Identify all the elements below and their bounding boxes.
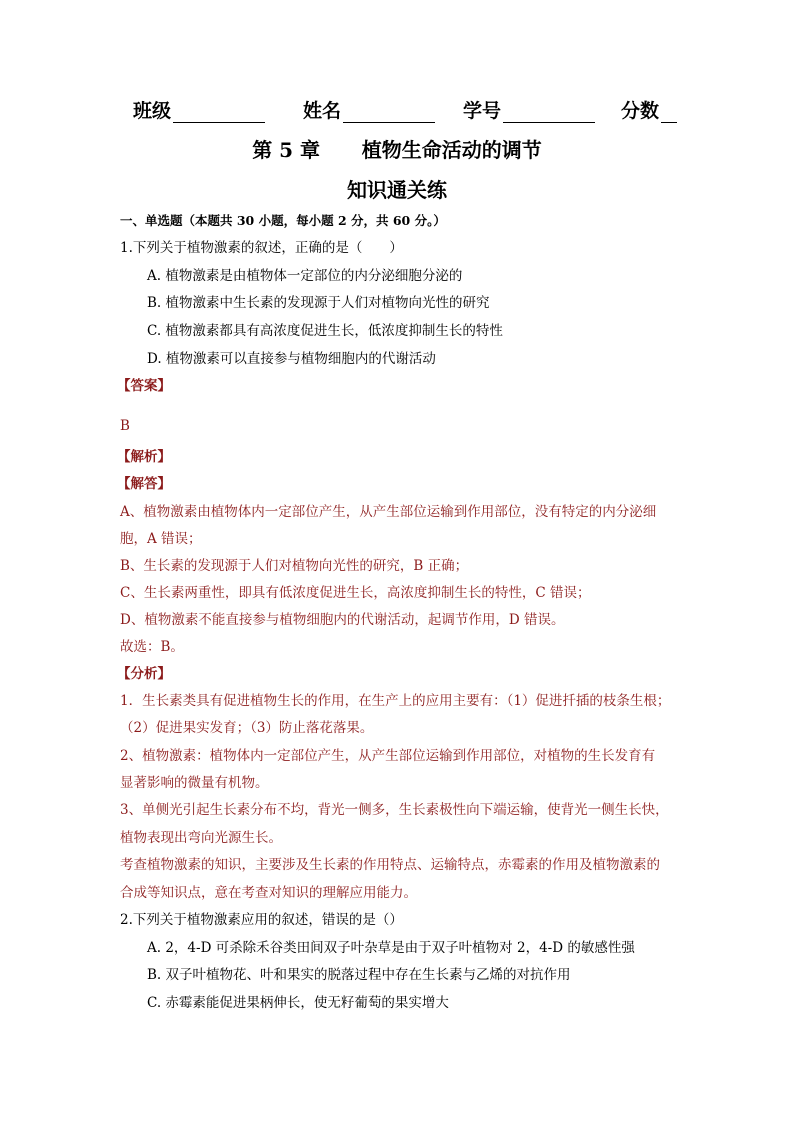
class-label: 班级 bbox=[133, 100, 172, 122]
question-2-stem: 2.下列关于植物激素应用的叙述，错误的是（） bbox=[120, 912, 403, 928]
analysis-line: 合成等知识点，意在考查对知识的理解应用能力。 bbox=[120, 885, 417, 901]
jiexi-tag: 【解析】 bbox=[117, 449, 171, 465]
student-id-field bbox=[463, 96, 595, 123]
student-info-row bbox=[133, 96, 678, 126]
question-1-option-a: A. 植物激素是由植物体一定部位的内分泌细胞分泌的 bbox=[147, 268, 463, 284]
class-blank[interactable] bbox=[173, 102, 265, 123]
answer-value: B bbox=[120, 418, 130, 434]
question-1-option-d: D. 植物激素可以直接参与植物细胞内的代谢活动 bbox=[147, 351, 436, 367]
question-1-option-c: C. 植物激素都具有高浓度促进生长，低浓度抑制生长的特性 bbox=[147, 323, 503, 339]
student-id-label: 学号 bbox=[463, 100, 502, 122]
explanation-line: 故选：B。 bbox=[120, 639, 184, 655]
score-blank[interactable] bbox=[661, 102, 677, 123]
question-1-option-b: B. 植物激素中生长素的发现源于人们对植物向光性的研究 bbox=[147, 295, 490, 311]
explanation-line: D、植物激素不能直接参与植物细胞内的代谢活动，起调节作用，D 错误。 bbox=[120, 612, 565, 628]
class-field bbox=[133, 96, 265, 123]
subtitle: 知识通关练 bbox=[347, 178, 447, 202]
section-heading: 一、单选题（本题共 30 小题，每小题 2 分，共 60 分。） bbox=[120, 213, 446, 228]
question-2-option-c: C. 赤霉素能促进果柄伸长，使无籽葡萄的果实增大 bbox=[147, 995, 449, 1011]
explanation-line: A、植物激素由植物体内一定部位产生，从产生部位运输到作用部位，没有特定的内分泌细 bbox=[120, 504, 657, 520]
name-label: 姓名 bbox=[303, 100, 342, 122]
analysis-line: 1．生长素类具有促进植物生长的作用，在生产上的应用主要有：（1）促进扦插的枝条生根； bbox=[120, 693, 671, 709]
analysis-line: 植物表现出弯向光源生长。 bbox=[120, 830, 282, 846]
question-2-option-a: A. 2，4-D 可杀除禾谷类田间双子叶杂草是由于双子叶植物对 2，4-D 的敏感性强 bbox=[147, 940, 635, 956]
question-1-stem: 1.下列关于植物激素的叙述，正确的是（ ） bbox=[120, 240, 403, 256]
analysis-line: 考查植物激素的知识，主要涉及生长素的作用特点、运输特点，赤霉素的作用及植物激素的 bbox=[120, 857, 660, 873]
name-blank[interactable] bbox=[343, 102, 435, 123]
chapter-title: 第 5 章 植物生命活动的调节 bbox=[252, 138, 542, 162]
explanation-line: B、生长素的发现源于人们对植物向光性的研究，B 正确； bbox=[120, 558, 469, 574]
name-field bbox=[303, 96, 435, 123]
analysis-line: （2）促进果实发育；（3）防止落花落果。 bbox=[120, 720, 374, 736]
student-id-blank[interactable] bbox=[503, 102, 595, 123]
score-field bbox=[621, 96, 677, 123]
jieda-tag: 【解答】 bbox=[117, 476, 171, 492]
analysis-line: 显著影响的微量有机物。 bbox=[120, 775, 269, 791]
explanation-line: C、生长素两重性，即具有低浓度促进生长，高浓度抑制生长的特性，C 错误； bbox=[120, 585, 591, 601]
analysis-line: 2、植物激素：植物体内一定部位产生，从产生部位运输到作用部位，对植物的生长发育有 bbox=[120, 748, 656, 764]
analysis-line: 3、单侧光引起生长素分布不均，背光一侧多，生长素极性向下端运输，使背光一侧生长快， bbox=[120, 802, 669, 818]
fenxi-tag: 【分析】 bbox=[117, 666, 171, 682]
answer-tag: 【答案】 bbox=[117, 378, 171, 394]
explanation-line: 胞，A 错误； bbox=[120, 531, 202, 547]
question-2-option-b: B. 双子叶植物花、叶和果实的脱落过程中存在生长素与乙烯的对抗作用 bbox=[147, 967, 571, 983]
score-label: 分数 bbox=[621, 100, 660, 122]
